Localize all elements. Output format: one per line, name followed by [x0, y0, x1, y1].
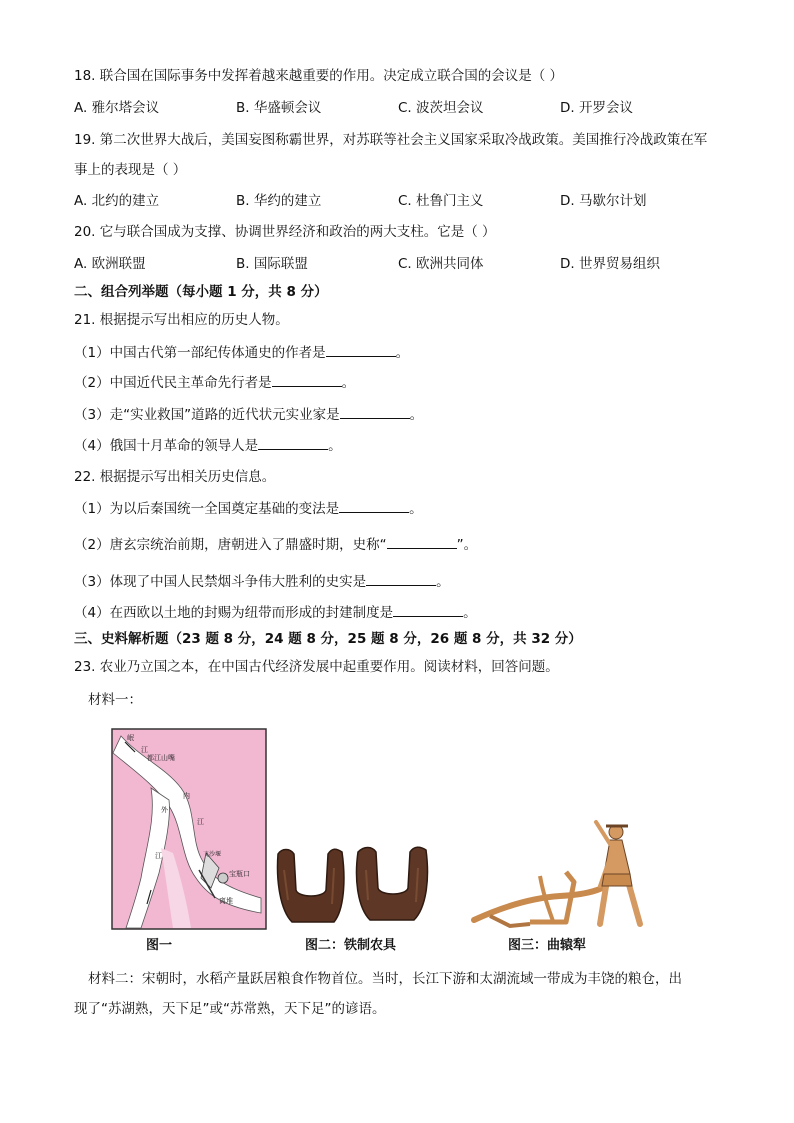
q22-item-3-text: （3）体现了中国人民禁烟斗争伟大胜利的史实是	[74, 574, 367, 590]
map-label-baopingkou: 宝瓶口	[229, 870, 250, 878]
q21-item-4-end: 。	[328, 438, 342, 454]
q22-item-3-end: 。	[436, 574, 450, 590]
answer-blank[interactable]	[339, 498, 409, 513]
map-label-dujiang: 都江山嘴	[147, 754, 175, 762]
q22-stem: 22. 根据提示写出相关历史信息。	[74, 469, 276, 485]
map-label-min: 岷	[127, 734, 134, 742]
q21-item-3-end: 。	[409, 407, 424, 423]
material-2-line2: 现了“苏湖熟，天下足”或“苏常熟，天下足”的谚语。	[74, 1001, 386, 1017]
map-label-jiang: 江	[155, 852, 162, 860]
dujiangyan-map	[111, 728, 267, 930]
q22-item-2-text: （2）唐玄宗统治前期，唐朝进入了鼎盛时期，史称“	[74, 537, 387, 553]
map-label-wai: 外	[161, 806, 168, 814]
answer-blank[interactable]	[326, 342, 396, 357]
q18-stem: 18. 联合国在国际事务中发挥着越来越重要的作用。决定成立联合国的会议是（ ）	[74, 68, 564, 84]
q21-item-1-text: （1）中国古代第一部纪传体通史的作者是	[74, 345, 326, 361]
q22-item-3	[74, 571, 450, 592]
q22-item-4-text: （4）在西欧以土地的封赐为纽带而形成的封建制度是	[74, 605, 394, 621]
lidui-hill	[218, 873, 228, 883]
q18-option-b[interactable]: B. 华盛顿会议	[236, 100, 322, 116]
q18-option-d[interactable]: D. 开罗会议	[560, 100, 633, 116]
q22-item-1-text: （1）为以后秦国统一全国奠定基础的变法是	[74, 501, 340, 517]
q19-option-b[interactable]: B. 华约的建立	[236, 193, 322, 209]
q20-option-a[interactable]: A. 欧洲联盟	[74, 256, 146, 272]
q20-stem: 20. 它与联合国成为支撑、协调世界经济和政治的两大支柱。它是（ ）	[74, 224, 496, 240]
figure-3-caption: 图三：曲辕犁	[508, 938, 587, 953]
map-label-nei: 内	[183, 792, 190, 800]
q19-stem-line1: 19. 第二次世界大战后，美国妄图称霸世界，对苏联等社会主义国家采取冷战政策。美国推行冷战政策在军	[74, 132, 708, 148]
q22-item-4	[74, 602, 477, 623]
figure-2-caption: 图二：铁制农具	[305, 938, 397, 953]
q21-item-3-text: （3）走“实业救国”道路的近代状元实业家是	[74, 407, 340, 423]
q21-item-2	[74, 372, 355, 393]
plough-beam	[474, 886, 606, 920]
q21-item-4-text: （4）俄国十月革命的领导人是	[74, 438, 259, 454]
q21-item-1	[74, 342, 409, 363]
section-3-heading: 三、史料解析题（23 题 8 分，24 题 8 分，25 题 8 分，26 题 8 分，共 32 分）	[74, 631, 582, 647]
q21-item-3	[74, 404, 423, 425]
iron-tools-image	[274, 840, 434, 930]
answer-blank[interactable]	[258, 435, 328, 450]
material-2-line1: 材料二：宋朝时，水稻产量跃居粮食作物首位。当时，长江下游和太湖流域一带成为丰饶的粮仓，出	[88, 971, 682, 987]
q18-option-a[interactable]: A. 雅尔塔会议	[74, 100, 160, 116]
material-1-label: 材料一：	[88, 692, 142, 708]
map-label-lidui: 离堆	[219, 897, 233, 905]
q22-item-1	[74, 498, 423, 519]
answer-blank[interactable]	[340, 404, 410, 419]
q20-option-c[interactable]: C. 欧洲共同体	[398, 256, 484, 272]
section-2-heading: 二、组合列举题（每小题 1 分，共 8 分）	[74, 284, 328, 300]
answer-blank[interactable]	[387, 534, 457, 549]
q21-item-2-end: 。	[341, 375, 356, 391]
q19-option-a[interactable]: A. 北约的建立	[74, 193, 160, 209]
figure-1-caption: 图一	[146, 938, 173, 953]
answer-blank[interactable]	[272, 372, 342, 387]
q22-item-1-end: 。	[409, 501, 423, 517]
q21-stem: 21. 根据提示写出相应的历史人物。	[74, 312, 289, 328]
map-label-jiang: 江	[197, 818, 204, 826]
answer-blank[interactable]	[393, 602, 463, 617]
q22-item-2	[74, 534, 477, 555]
q21-item-4	[74, 435, 342, 456]
q20-option-b[interactable]: B. 国际联盟	[236, 256, 308, 272]
q22-item-2-end: ”。	[456, 537, 478, 553]
q19-option-c[interactable]: C. 杜鲁门主义	[398, 193, 484, 209]
q21-item-1-end: 。	[395, 345, 410, 361]
q21-item-2-text: （2）中国近代民主革命先行者是	[74, 375, 272, 391]
q19-stem-line2: 事上的表现是（ ）	[74, 162, 187, 178]
q20-option-d[interactable]: D. 世界贸易组织	[560, 256, 660, 272]
q23-stem: 23. 农业乃立国之本，在中国古代经济发展中起重要作用。阅读材料，回答问题。	[74, 659, 559, 675]
q19-option-d[interactable]: D. 马歇尔计划	[560, 193, 647, 209]
map-label-feishayan: 飞沙堰	[203, 851, 222, 858]
answer-blank[interactable]	[366, 571, 436, 586]
q22-item-4-end: 。	[463, 605, 477, 621]
map-label-jiang: 江	[141, 746, 148, 754]
q18-option-c[interactable]: C. 波茨坦会议	[398, 100, 484, 116]
curved-plough-image	[470, 812, 650, 932]
